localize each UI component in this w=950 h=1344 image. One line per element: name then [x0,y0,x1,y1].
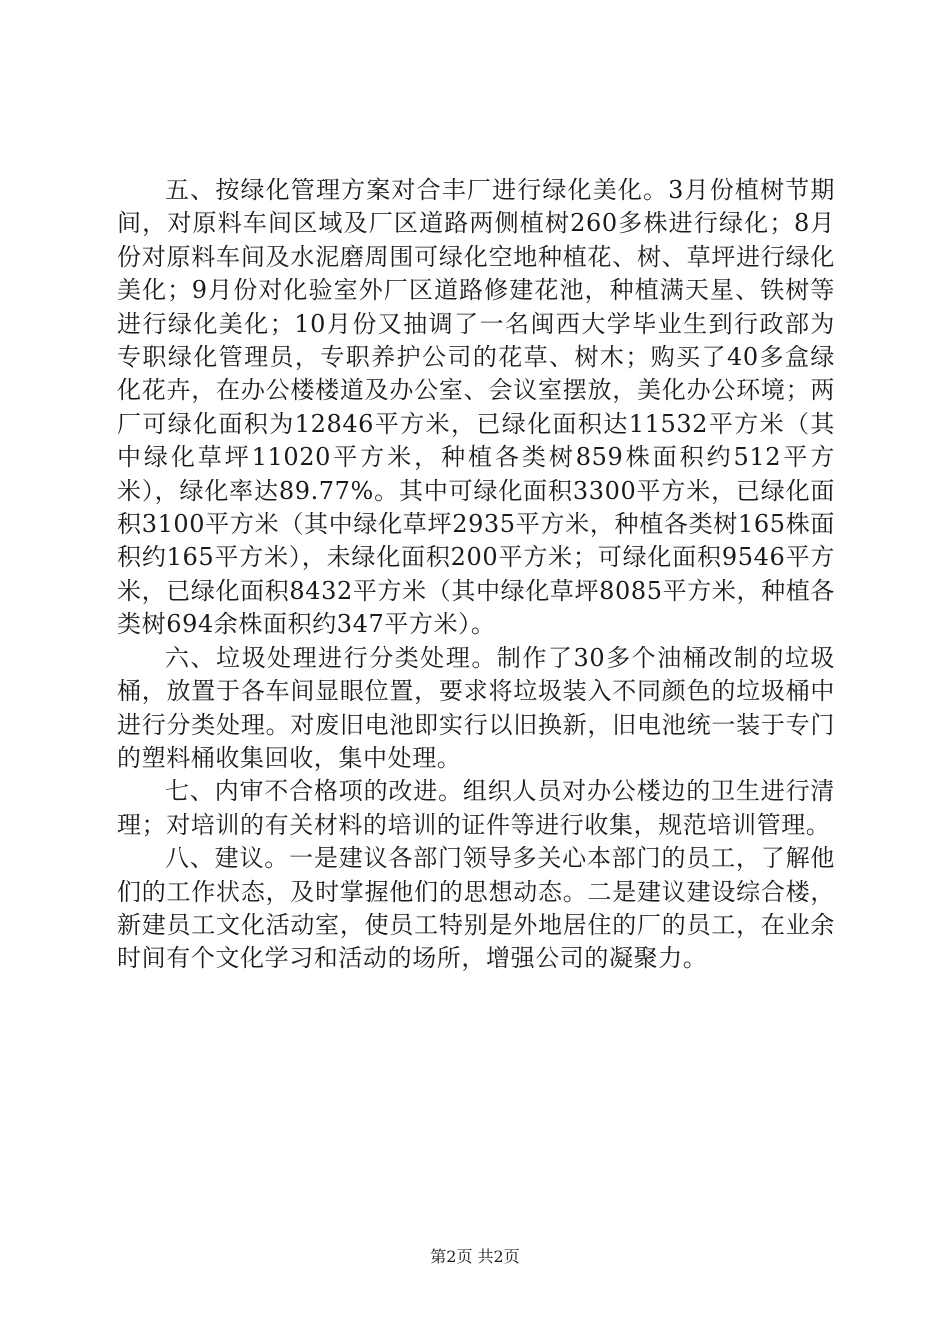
paragraph-suggestions: 八、建议。一是建议各部门领导多关心本部门的员工，了解他们的工作状态，及时掌握他们的思想动态。二是建议建设综合楼，新建员工文化活动室，使员工特别是外地居住的厂的员工，在业余时间有个文化学习和活动的场所，增强公司的凝聚力。 [117,844,835,973]
document-body [117,174,835,976]
page-number-footer: 第2页 共2页 [430,1247,520,1266]
paragraph-garbage-sorting: 六、垃圾处理进行分类处理。制作了30多个油桶改制的垃圾桶，放置于各车间显眼位置，要求将垃圾装入不同颜色的垃圾桶中进行分类处理。对废旧电池即实行以旧换新，旧电池统一装于专门的塑料桶收集回收，集中处理。 [117,643,835,772]
paragraph-greening: 五、按绿化管理方案对合丰厂进行绿化美化。3月份植树节期间，对原料车间区域及厂区道路两侧植树260多株进行绿化；8月份对原料车间及水泥磨周围可绿化空地种植花、树、草坪进行绿化美化；9月份对化验室外厂区道路修建花池，种植满天星、铁树等进行绿化美化；10月份又抽调了一名闽西大学毕业生到行政部为专职绿化管理员，专职养护公司的花草、树木；购买了40多盒绿化花卉，在办公楼楼道及办公室、会议室摆放，美化办公环境；两厂可绿化面积为12846平方米，已绿化面积达11532平方米（其中绿化草坪11020平方米，种植各类树859株面积约512平方米），绿化率达89.77%。其中可绿化面积3300平方米，已绿化面积3100平方米（其中绿化草坪2935平方米，种植各类树165株面积约165平方米），未绿化面积200平方米；可绿化面积9546平方米，已绿化面积8432平方米（其中绿化草坪8085平方米，种植各类树694余株面积约347平方米）。 [117,176,835,639]
paragraph-internal-audit: 七、内审不合格项的改进。组织人员对办公楼边的卫生进行清理；对培训的有关材料的培训的证件等进行收集，规范培训管理。 [117,777,835,839]
